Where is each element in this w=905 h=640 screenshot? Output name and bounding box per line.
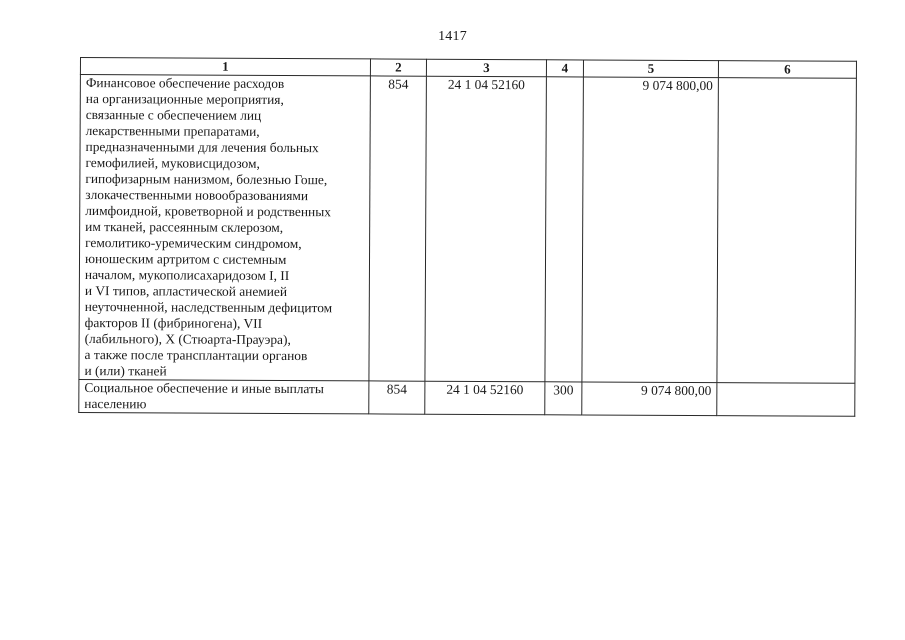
description-line: гемолитико-уремическим синдромом, (85, 235, 302, 252)
header-col-5: 5 (583, 60, 718, 78)
row-description (79, 75, 370, 381)
description-line: гипофизарным нанизмом, болезнью Гоше, (85, 171, 328, 188)
column-6-value (717, 383, 855, 417)
description-line: злокачественными новообразованиями (85, 187, 309, 204)
description-line: населению (84, 396, 147, 412)
vr-code: 300 (545, 382, 582, 415)
vr-code (545, 77, 583, 382)
ved-code: 854 (369, 76, 426, 381)
table-row (79, 75, 856, 384)
column-6-value (717, 78, 856, 384)
description-line: Финансовое обеспечение расходов (85, 75, 285, 91)
row-description (79, 379, 369, 413)
header-col-3: 3 (426, 59, 546, 77)
description-line: (лабильного), X (Стюарта-Прауэра), (84, 331, 291, 348)
description-line: неуточненной, наследственным дефицитом (84, 299, 333, 316)
description-line: лимфоидной, кроветворной и родственных (85, 203, 331, 220)
description-line: и VI типов, апластической анемией (84, 283, 288, 300)
description-line: факторов II (фибриногена), VII (84, 315, 263, 331)
description-line: лекарственными препаратами, (85, 123, 260, 139)
csr-code: 24 1 04 52160 (425, 381, 545, 415)
description-line: связанные с обеспечением лиц (85, 107, 262, 123)
ved-code: 854 (369, 381, 425, 414)
header-col-2: 2 (370, 59, 426, 76)
table-row (79, 379, 855, 416)
description-line: юношеским артритом с системным (84, 251, 287, 268)
header-col-1: 1 (80, 58, 370, 76)
header-col-6: 6 (718, 61, 856, 79)
header-col-4: 4 (546, 60, 583, 77)
amount: 9 074 800,00 (582, 382, 717, 416)
description-line: Социальное обеспечение и иные выплаты (84, 380, 324, 397)
page-number: 1417 (438, 29, 467, 44)
csr-code: 24 1 04 52160 (425, 76, 546, 382)
description-line: им тканей, рассеянным склерозом, (85, 219, 284, 235)
description-line: и (или) тканей (84, 363, 167, 379)
description-line: а также после трансплантации органов (84, 347, 308, 364)
description-line: предназначенными для лечения больных (85, 139, 319, 156)
amount: 9 074 800,00 (582, 77, 718, 383)
description-line: гемофилией, муковисцидозом, (85, 155, 260, 171)
description-line: началом, мукополисахаридозом I, II (84, 267, 290, 284)
description-line: на организационные мероприятия, (85, 91, 284, 107)
budget-table (78, 57, 857, 417)
